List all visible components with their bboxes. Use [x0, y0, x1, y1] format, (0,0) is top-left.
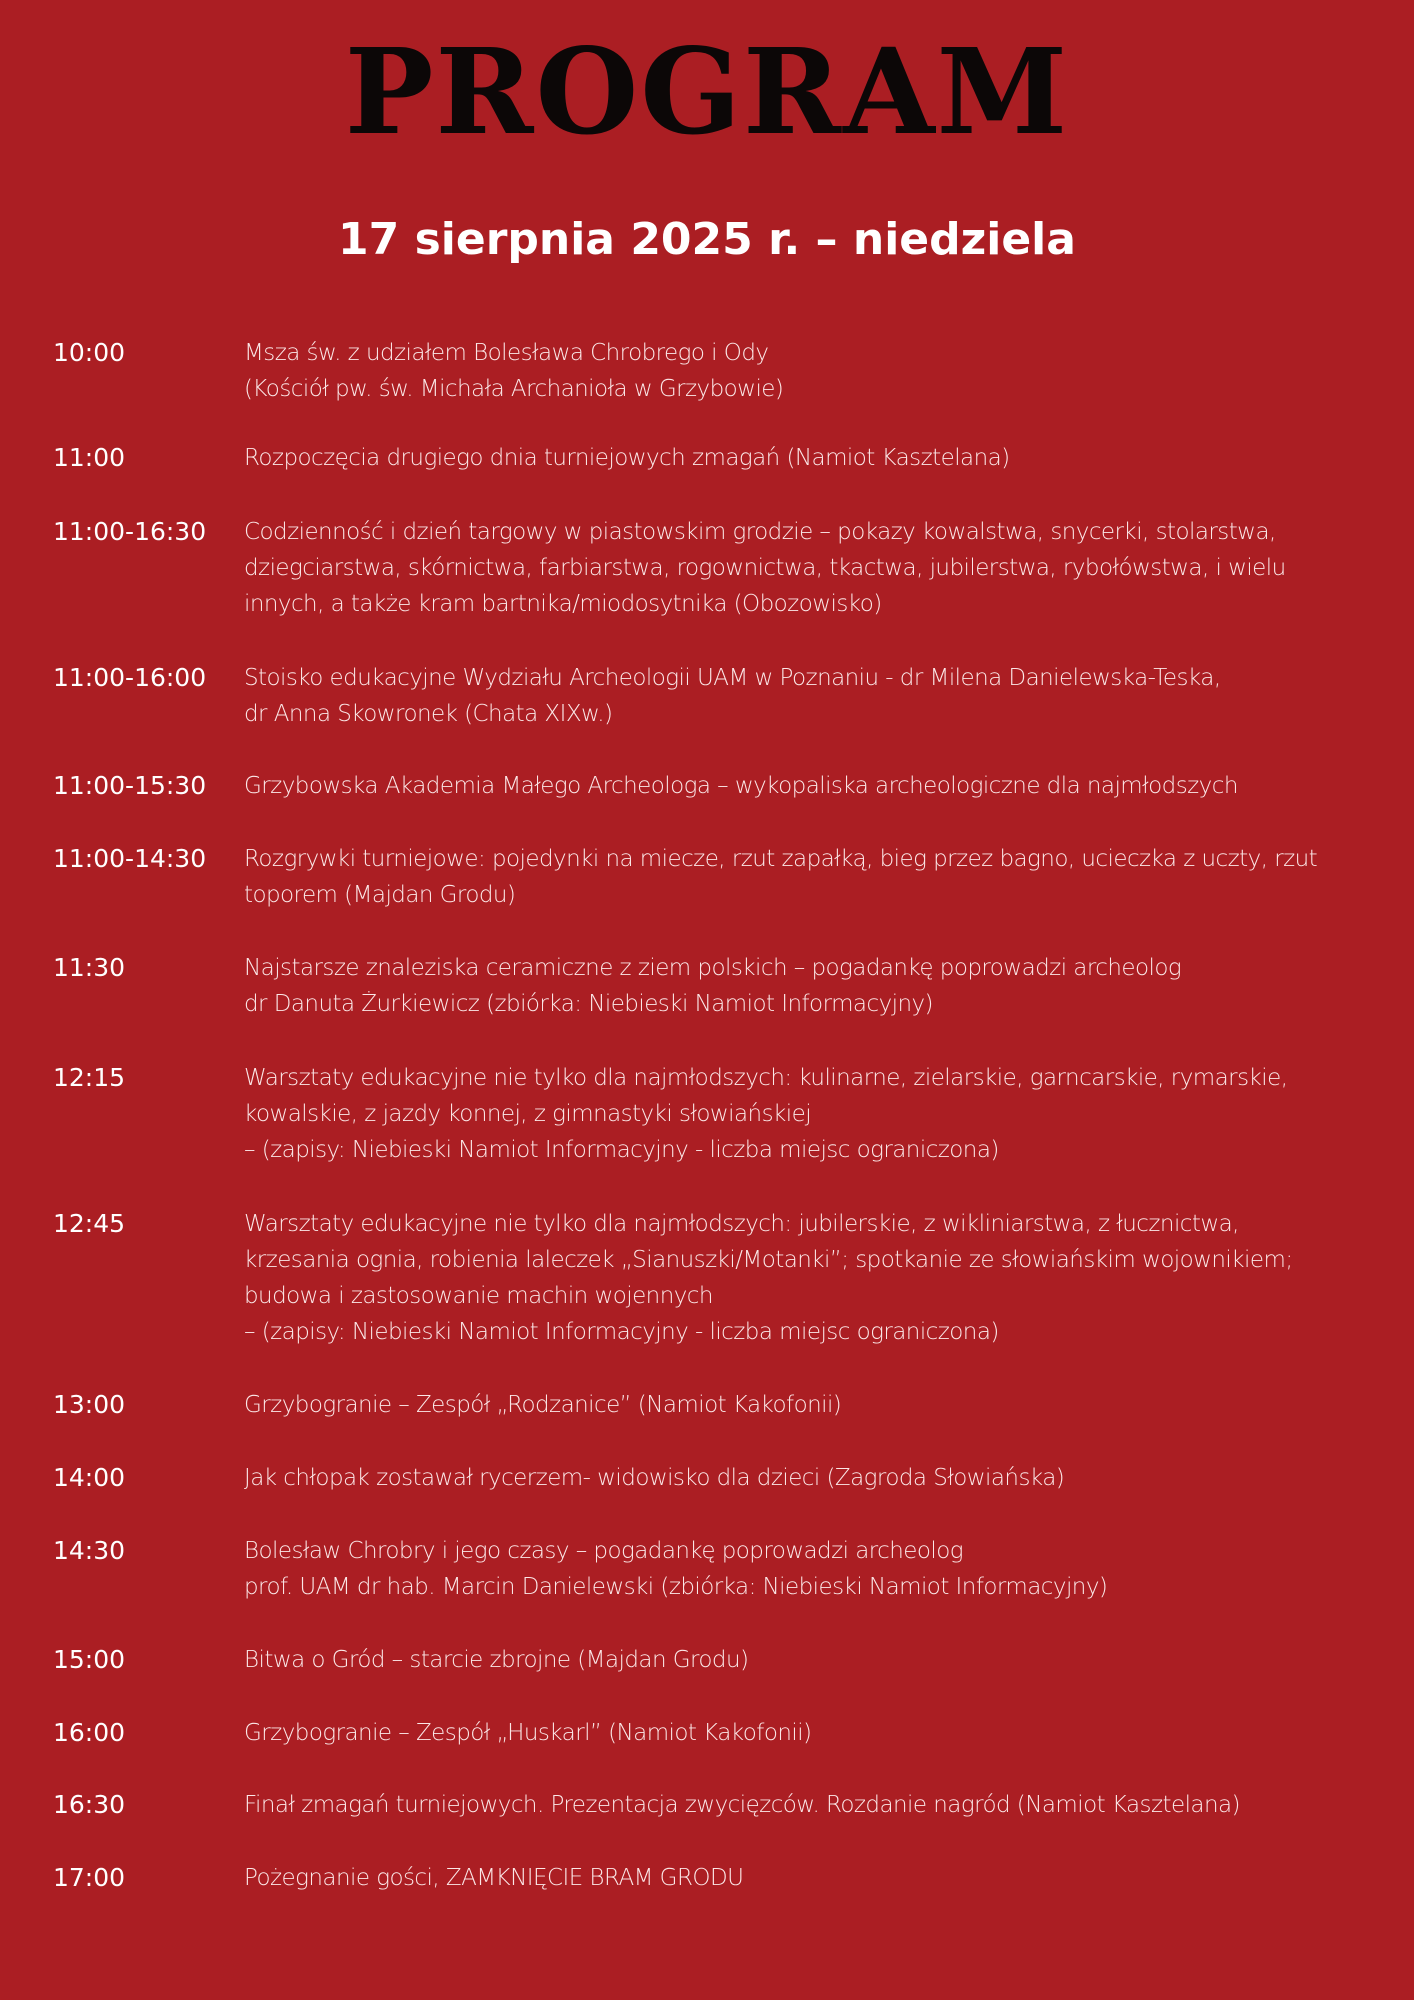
schedule-time: 10:00 — [53, 338, 126, 367]
schedule-time: 16:30 — [53, 1790, 126, 1819]
schedule-time: 11:30 — [53, 953, 126, 982]
schedule-time: 11:00-15:30 — [53, 771, 207, 800]
schedule-time: 14:00 — [53, 1463, 126, 1492]
schedule-description: Pożegnanie gości, ZAMKNIĘCIE BRAM GRODU — [244, 1865, 744, 1891]
schedule-time: 13:00 — [53, 1390, 126, 1419]
schedule-description: Rozgrywki turniejowe: pojedynki na miecze, rzut zapałką, bieg przez bagno, ucieczka z uczty, rzut toporem (Majdan Grodu) — [244, 846, 1318, 908]
schedule-time: 16:00 — [53, 1718, 126, 1747]
schedule-time: 17:00 — [53, 1863, 126, 1892]
schedule-description: Finał zmagań turniejowych. Prezentacja zwycięzców. Rozdanie nagród (Namiot Kasztelana) — [244, 1792, 1240, 1818]
schedule-time: 11:00-14:30 — [53, 844, 207, 873]
event-date: 17 sierpnia 2025 r. – niedziela — [338, 214, 1076, 265]
schedule-time: 12:15 — [53, 1063, 126, 1092]
schedule-time: 14:30 — [53, 1536, 126, 1565]
schedule-description: Stoisko edukacyjne Wydziału Archeologii UAM w Poznaniu - dr Milena Danielewska-Teska, dr Anna Skowronek (Chata XIXw.) — [244, 665, 1221, 727]
schedule-description: Grzybogranie – Zespół „Rodzanice” (Namiot Kakofonii) — [244, 1392, 842, 1418]
schedule-time: 11:00-16:00 — [53, 663, 207, 692]
schedule-description: Najstarsze znaleziska ceramiczne z ziem polskich – pogadankę poprowadzi archeolog dr Danuta Żurkiewicz (zbiórka: Niebieski Namiot Informacyjny) — [244, 955, 1182, 1017]
schedule-time: 11:00-16:30 — [53, 517, 207, 546]
schedule-description: Warsztaty edukacyjne nie tylko dla najmłodszych: kulinarne, zielarskie, garncarskie, rymarskie, kowalskie, z jazdy konnej, z gimnastyki słowiańskiej – (zapisy: Niebieski Namiot Informacyjny - liczba miejsc ograniczona) — [244, 1065, 1288, 1163]
schedule-description: Jak chłopak zostawał rycerzem- widowisko dla dzieci (Zagroda Słowiańska) — [244, 1465, 1065, 1491]
page-title: PROGRAM — [344, 22, 1070, 161]
schedule-description: Rozpoczęcia drugiego dnia turniejowych zmagań (Namiot Kasztelana) — [244, 445, 1010, 471]
schedule-description: Bitwa o Gród – starcie zbrojne (Majdan Grodu) — [244, 1647, 749, 1673]
schedule-description: Msza św. z udziałem Bolesława Chrobrego i Ody (Kościół pw. św. Michała Archanioła w Grzybowie) — [244, 340, 784, 402]
schedule-time: 11:00 — [53, 443, 126, 472]
schedule-description: Grzybowska Akademia Małego Archeologa – wykopaliska archeologiczne dla najmłodszych — [244, 773, 1238, 799]
schedule-description: Codzienność i dzień targowy w piastowskim grodzie – pokazy kowalstwa, snycerki, stolarstwa, dziegciarstwa, skórnictwa, farbiarstwa, rogownictwa, tkactwa, jubilerstwa, rybołówstwa, i wielu innych, a także kram bartnika/miodosytnika (Obozowisko) — [244, 519, 1286, 617]
schedule-description: Bolesław Chrobry i jego czasy – pogadankę poprowadzi archeolog prof. UAM dr hab. Marcin Danielewski (zbiórka: Niebieski Namiot Informacyjny) — [244, 1538, 1108, 1600]
schedule-time: 12:45 — [53, 1209, 126, 1238]
schedule-time: 15:00 — [53, 1645, 126, 1674]
schedule-description: Grzybogranie – Zespół „Huskarl” (Namiot Kakofonii) — [244, 1720, 812, 1746]
schedule-description: Warsztaty edukacyjne nie tylko dla najmłodszych: jubilerskie, z wikliniarstwa, z łucznictwa, krzesania ognia, robienia laleczek „Sianuszki/Motanki”; spotkanie ze słowiańskim wojownikiem; budowa i zastosowanie machin wojennych – (zapisy: Niebieski Namiot Informacyjny - liczba miejsc ograniczona) — [244, 1211, 1293, 1345]
